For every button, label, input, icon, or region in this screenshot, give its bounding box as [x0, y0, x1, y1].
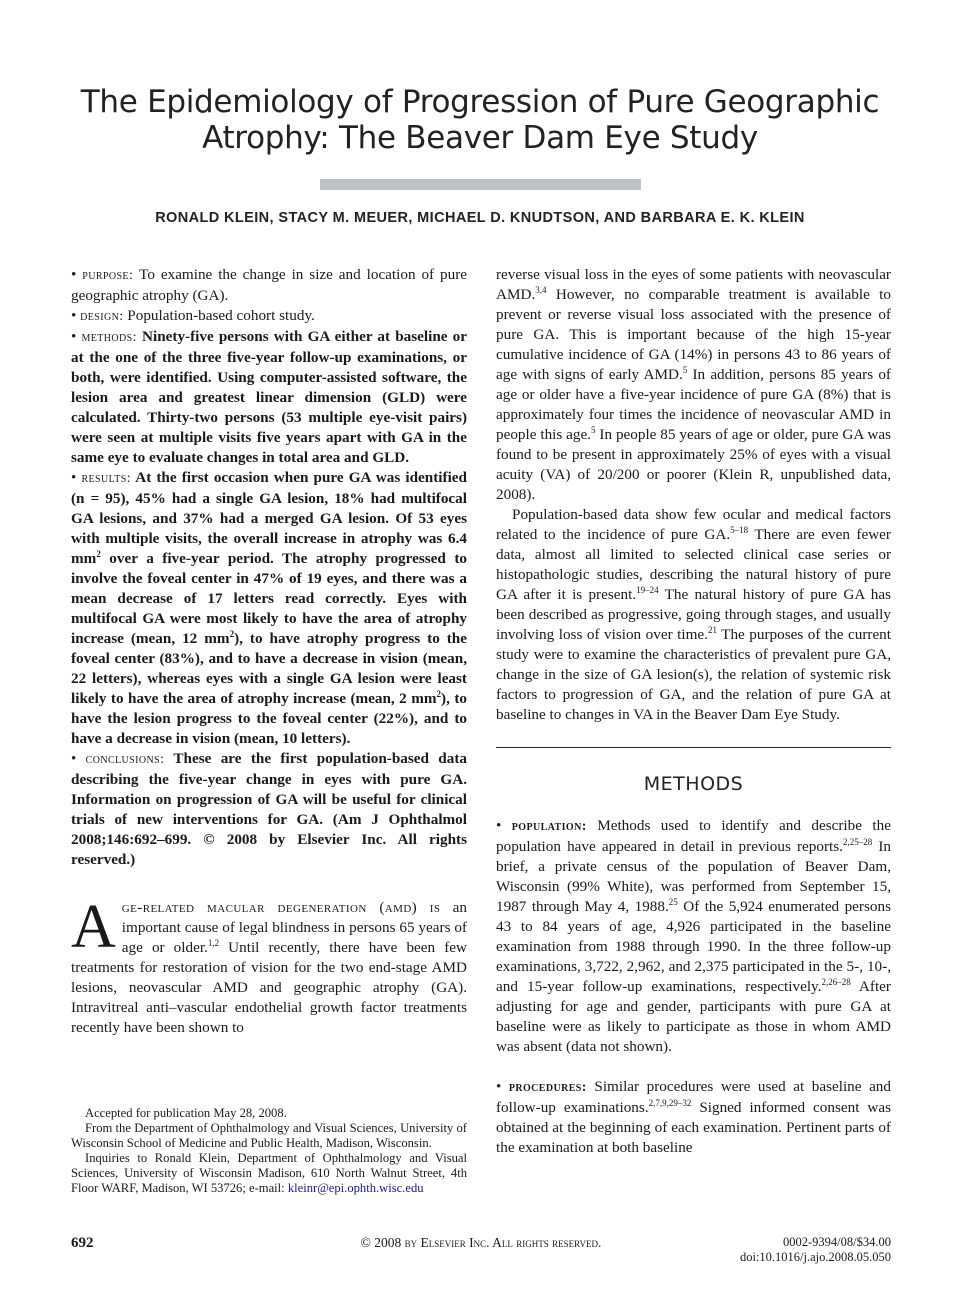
text-run: In brief, a private census of the population of Beaver Dam, Wisconsin (99% White), was performed from September 15, 1987 through May 4, 1988.: [496, 838, 891, 915]
text-run: In people 85 years of age or older, pure GA was found to be present in approximately 25% of eyes with a visual acuity (VA) of 20/200 or poorer (Klein R, unpublished data, 2008).: [496, 426, 891, 503]
text-run: Signed informed consent was obtained at the beginning of each examination. Pertinent parts of the examination at both baseline: [496, 1099, 891, 1156]
left-column: [71, 265, 467, 1038]
text-run: Methods used to identify and describe the population have appeared in detail in previous reports.: [496, 817, 891, 855]
methods-heading: METHODS: [643, 773, 744, 795]
text-run: However, no comparable treatment is available to prevent or reverse visual loss associated with the presence of pure GA. This is important because of the high 15-year cumulative incidence of GA (14%) in persons 43 to 86 years of age with signs of early AMD.: [496, 286, 891, 383]
design-text: Population-based cohort study.: [127, 307, 315, 324]
population-paragraph: • population: Methods used to identify and describe the population have appeared in detail in previous reports.$^{2,25-28}$ In brief, a private census of the population of Beaver Dam, Wisconsin (99% White), was performed from September 15, 1987 through May 4, 1988.25 Of the 5,924 enumerated persons 43 to 84 years of age, 4,926 participated in the baseline examination from 1988 through 1990. In the three follow-up examinations, 3,722, 2,962, and 2,375 participated in the 5-, 10-, and 15-year follow-up examinations, respectively.$^{2,26-28}$ After adjusting for age and gender, participants with pure GA at baseline were as likely to participate as those in whom AMD was absent (data not shown).: [496, 817, 891, 1055]
citation: 5: [682, 364, 688, 375]
citation: 5–18: [730, 524, 749, 535]
drop-cap: A: [71, 893, 116, 961]
citation: 3,4: [535, 284, 547, 295]
text-run: Similar procedures were used at baseline and follow-up examinations.: [496, 1078, 891, 1116]
article-title: The Epidemiology of Progression of Pure Geographic Atrophy: The Beaver Dam Eye Study: [80, 84, 880, 156]
text-run: The purposes of the current study were to examine the characteristics of prevalent pure GA, change in the size of GA lesion(s), the relation of systemic risk factors to progression of GA, and the relation of pure GA at baseline to changes in VA in the Beaver Dam Eye Study.: [496, 626, 891, 723]
conclusions-label: conclusions:: [85, 752, 165, 767]
conclusions-text: These are the first population-based data describing the five-year change in eyes with pure GA. Information on progression of GA will be useful for clinical trials of new interventions for GA. (Am J Ophthalmol 2008;146:692–699. © 2008 by Elsevier Inc. All rights reserved.): [71, 750, 468, 868]
section-rule: [496, 747, 891, 748]
results-text-1: At the first occasion when pure GA was identified (n = 95), 45% had a single GA lesion, 18% had multifocal GA lesions, and 37% had a merged GA lesion. Of 53 eyes with multiple visits, the overall increase in atrophy was 6.4 mm: [71, 469, 467, 567]
author-list: RONALD KLEIN, STACY M. MEUER, MICHAEL D. KNUDTSON, AND BARBARA E. K. KLEIN: [155, 210, 805, 226]
page-number: 692: [71, 1235, 94, 1251]
citation: 25: [668, 896, 678, 907]
footnote-accepted: Accepted for publication May 28, 2008.: [85, 1106, 287, 1120]
abstract-conclusions: • conclusions: These are the first population-based data describing the five-year change in eyes with pure GA. Information on progression of GA will be useful for clinical trials of new interventions for GA. (Am J Ophthalmol 2008;146:692–699. © 2008 by Elsevier Inc. All rights reserved.): [71, 750, 468, 868]
results-text-4: ), to have the lesion progress to the foveal center (22%), and to have a decrease in vision (mean, 10 letters).: [71, 690, 467, 747]
citation: 21: [707, 624, 717, 635]
right-column: [496, 265, 891, 1158]
text-run: The natural history of pure GA has been described as progressive, going through stages, and usually involving loss of vision over time.: [496, 586, 892, 643]
citation: 1,2: [207, 937, 220, 948]
intro-text-2: Until recently, there have been few treatments for restoration of vision for the two end-stage AMD lesions, neovascular AMD and geographic atrophy (GA). Intravitreal anti–vascular endothelial growth factor treatments recently have been shown to: [71, 939, 467, 1036]
superscript: 2: [229, 628, 235, 639]
intro-paragraph: [71, 893, 467, 1038]
citation: 19–24: [636, 584, 659, 595]
methods-text: Ninety-five persons with GA either at baseline or at the one of the three five-year follow-up examinations, or both, were identified. Using computer-assisted software, the lesion area and greatest linear dimension (GLD) were calculated. Thirty-two persons (53 multiple eye-visit pairs) were seen at multiple visits five years apart with GA in the same eye to evaluate changes in total area and GLD.: [71, 328, 467, 466]
text-run: There are even fewer data, almost all limited to selected clinical case series or histopathologic studies, describing the natural history of pure GA after it is present.: [496, 526, 891, 603]
footnotes: [71, 1106, 467, 1196]
design-label: design:: [80, 309, 124, 324]
methods-label: methods:: [81, 330, 137, 345]
citation: 2,25–28: [842, 836, 873, 847]
results-text-3: ), to have atrophy progress to the foveal center (83%), and to have a decrease in vision (mean, 22 letters), whereas eyes with a single GA lesion were least likely to have the area of atrophy increase (mean, 2 mm: [71, 630, 467, 707]
copyright-text: © 2008 by Elsevier Inc. All rights reserved.: [360, 1235, 602, 1250]
doi: doi:10.1016/j.ajo.2008.05.050: [739, 1250, 891, 1264]
citation: 2,26–28: [821, 976, 851, 987]
abstract-purpose: • purpose: To examine the change in size and location of pure geographic atrophy (GA).: [71, 266, 467, 304]
body-paragraph: [496, 265, 891, 505]
superscript: 2: [436, 688, 442, 699]
abstract-methods: • methods: Ninety-five persons with GA either at baseline or at the one of the three five-year follow-up examinations, or both, were identified. Using computer-assisted software, the lesion area and greatest linear dimension (GLD) were calculated. Thirty-two persons (53 multiple eye-visit pairs) were seen at multiple visits five years apart with GA in the same eye to evaluate changes in total area and GLD.: [71, 328, 467, 466]
text-run: reverse visual loss in the eyes of some patients with neovascular AMD.: [496, 266, 891, 303]
superscript: 2: [96, 548, 101, 559]
article-identifiers: [740, 1235, 891, 1265]
results-label: results:: [81, 471, 131, 486]
intro-text-1: an important cause of legal blindness in persons 65 years of age or older.: [121, 899, 467, 956]
title-divider-bar: [320, 179, 641, 190]
text-run: In addition, persons 85 years of age or older have a five-year incidence of pure GA (8%) that is approximately four times the incidence of neovascular AMD in people this age.: [496, 366, 891, 443]
body-paragraph: [496, 505, 891, 725]
procedures-paragraph: • procedures: Similar procedures were used at baseline and follow-up examinations.$^{2,7,9,29-32}$ Signed informed consent was obtained at the beginning of each examination. Pertinent parts of the examination at both baseline: [496, 1078, 891, 1156]
citation: 5: [591, 424, 596, 435]
procedures-label: procedures:: [508, 1080, 587, 1095]
abstract-design: • design: Population-based cohort study.: [71, 307, 315, 324]
text-run: After adjusting for age and gender, participants with pure GA at baseline were as likely to participate as those in whom AMD was absent (data not shown).: [496, 978, 891, 1055]
footnote-affiliation: From the Department of Ophthalmology and Visual Sciences, University of Wisconsin School of Medicine and Public Health, Madison, Wisconsin.: [71, 1121, 467, 1150]
purpose-label: purpose:: [82, 268, 134, 283]
text-run: Population-based data show few ocular and medical factors related to the incidence of pure GA.: [496, 506, 891, 543]
email-link[interactable]: kleinr@epi.ophth.wisc.edu: [287, 1181, 424, 1195]
abstract-results: • results: At the first occasion when pure GA was identified (n = 95), 45% had a single GA lesion, 18% had multifocal GA lesions, and 37% had a merged GA lesion. Of 53 eyes with multiple visits, the overall increase in atrophy was 6.4 $mm^2$ over a five-year period. The atrophy progressed to involve the foveal center in 47% of 19 eyes, and there was a mean decrease of 17 letters read correctly. Eyes with multifocal GA were most likely to have the area of atrophy increase (mean, 12 $mm^2$), to have atrophy progress to the foveal center (83%), and to have a decrease in vision (mean, 22 letters), whereas eyes with a single GA lesion were least likely to have the area of atrophy increase (mean, 2 $mm^2$), to have the lesion progress to the foveal center (22%), and to have a decrease in vision (mean, 10 letters).: [71, 469, 467, 747]
citation: 2,7,9,29–32: [648, 1097, 692, 1108]
intro-smallcaps: ge-related macular degeneration (amd) is: [121, 899, 441, 916]
results-text-2: over a five-year period. The atrophy progressed to involve the foveal center in 47% of 19 eyes, and there was a mean decrease of 17 letters read correctly. Eyes with multifocal GA were most likely to have the area of atrophy increase (mean, 12 mm: [71, 550, 467, 647]
purpose-text: To examine the change in size and location of pure geographic atrophy (GA).: [71, 266, 467, 304]
abstract: [71, 265, 467, 870]
issn: 0002-9394/08/$34.00: [783, 1235, 891, 1249]
population-label: population:: [511, 819, 587, 834]
inquiries-text: Inquiries to Ronald Klein, Department of Ophthalmology and Visual Sciences, University of Wisconsin Madison, 610 North Walnut Street, 4th Floor WARF, Madison, WI 53726; e-mail:: [71, 1151, 467, 1195]
text-run: Of the 5,924 enumerated persons 43 to 84 years of age, 4,926 participated in the baseline examination from 1988 through 1990. In the three follow-up examinations, 3,722, 2,962, and 2,375 participated in the 5-, 10-, and 15-year follow-up examinations, respectively.: [496, 898, 891, 995]
footnote-inquiries: [71, 1151, 467, 1196]
